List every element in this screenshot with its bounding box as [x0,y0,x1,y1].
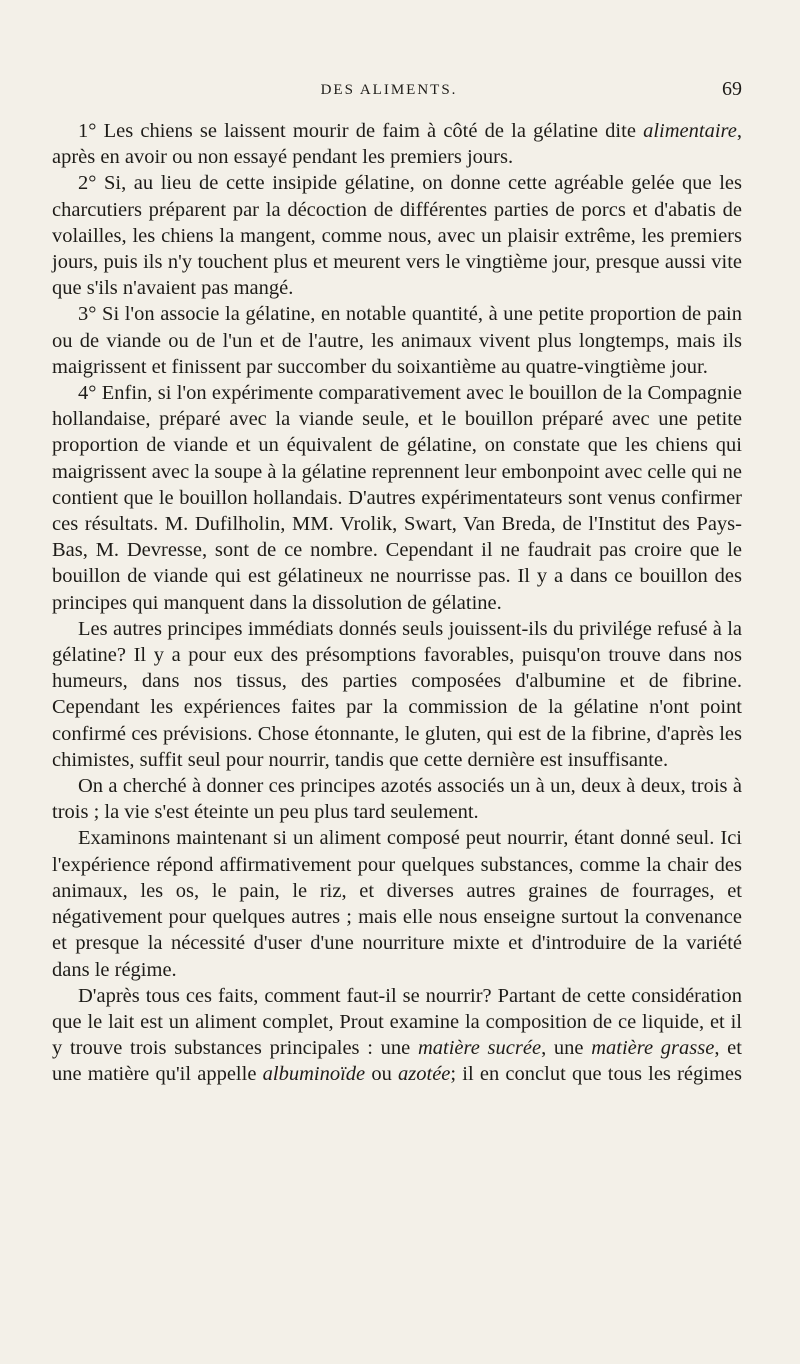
page-number: 69 [722,78,742,100]
paragraph-8-italic-1: matière sucrée [417,1037,542,1060]
paragraph-1 [52,118,742,170]
paragraph-5-text: Les autres principes immédiats donnés seuls jouissent-ils du privilége refusé à la gélatine? Il y a pour eux des présomptions favorables, puisqu'on trouve dans nos humeurs, dans nos tissus, des parties composées d'albumine et de fibrine. Cependant les expériences faites par la commission de la gélatine n'ont point confirmé ces prévisions. Chose étonnante, le gluten, qui est de la fibrine, d'après les chimistes, suffit seul pour nourrir, tandis que cette dernière est insuffisante. [52,617,742,771]
paragraph-6 [52,773,742,825]
paragraph-8-italic-3: albuminoïde [262,1063,366,1086]
page-bottom-margin [0,1340,800,1364]
paragraph-4 [52,380,742,616]
paragraph-8-italic-2: matière grasse [591,1037,715,1060]
paragraph-3-text: 3° Si l'on associe la gélatine, en notable quantité, à une petite proportion de pain ou de viande ou de l'un et de l'autre, les animaux vivent plus longtemps, mais ils maigrissent et finissent par succomber du soixantième au quatre-vingtième jour. [52,303,742,378]
paragraph-8-italic-4: azotée [398,1063,451,1086]
paragraph-7-text: Examinons maintenant si un aliment composé peut nourrir, étant donné seul. Ici l'expérience répond affirmativement pour quelques substances, comme la chair des animaux, les os, le pain, le riz, et diverses autres graines de fourrages, et négativement pour quelques autres ; mais elle nous enseigne surtout la convenance et presque la nécessité d'user d'une nourriture mixte et d'introduire de la variété dans le régime. [52,827,742,981]
paragraph-3 [52,301,742,380]
paragraph-8-text-2: , une [541,1037,592,1060]
paragraph-1-italic: alimentaire [643,120,737,142]
paragraph-8-text-3: , et une matière qu'il appelle [52,1037,742,1086]
paragraph-6-text: On a cherché à donner ces principes azotés associés un à un, deux à deux, trois à trois ; la vie s'est éteinte un peu plus tard seulement. [52,775,742,824]
paragraph-8-text: D'après tous ces faits, comment faut-il se nourrir? Partant de cette considération que le lait est un aliment complet, Prout examine la composition de ce liquide, et il y trouve trois substances principales : une [52,984,742,1060]
paragraph-5 [52,616,742,773]
paragraph-2-text: 2° Si, au lieu de cette insipide gélatine, on donne cette agréable gelée que les charcutiers préparent par la décoction de différentes parties de porcs et d'abatis de volailles, les chiens la mangent, comme nous, avec un plaisir extrême, les premiers jours, puis ils n'y touchent plus et meurent vers le vingtième jour, presque aussi vite que s'ils n'avaient pas mangé. [52,172,742,300]
paragraph-4-text: 4° Enfin, si l'on expérimente comparativement avec le bouillon de la Compagnie hollandaise, préparé avec la viande seule, et le bouillon préparé avec une petite proportion de viande et un équivalent de gélatine, on constate que les chiens qui maigrissent avec la soupe à la gélatine reprennent leur embonpoint avec celle qui ne contient que le bouillon hollandais. D'autres expérimentateurs sont venus confirmer ces résultats. M. Dufilholin, MM. Vrolik, Swart, Van Breda, de l'Institut des Pays-Bas, M. Devresse, sont de ce nombre. Cependant il ne faudrait pas croire que le bouillon de viande qui est gélatineux ne nourrisse pas. Il y a dans ce bouillon des principes qui manquent dans la dissolution de gélatine. [52,382,742,614]
running-title: DES ALIMENTS. [320,82,458,98]
paragraph-8-text-4: ou [365,1063,399,1086]
paragraph-2 [52,170,742,301]
paragraph-1-text: 1° Les chiens se laissent mourir de faim à côté de la gélatine dite [78,120,644,142]
paragraph-7 [52,825,742,982]
paragraph-8-text-end: ; il en conclut que tous les régimes [450,1063,742,1086]
body-text [52,118,742,1088]
paragraph-1-text-end: , après en avoir ou non essayé pendant les premiers jours. [52,120,742,169]
paragraph-8 [52,983,742,1088]
page-header [36,78,742,108]
